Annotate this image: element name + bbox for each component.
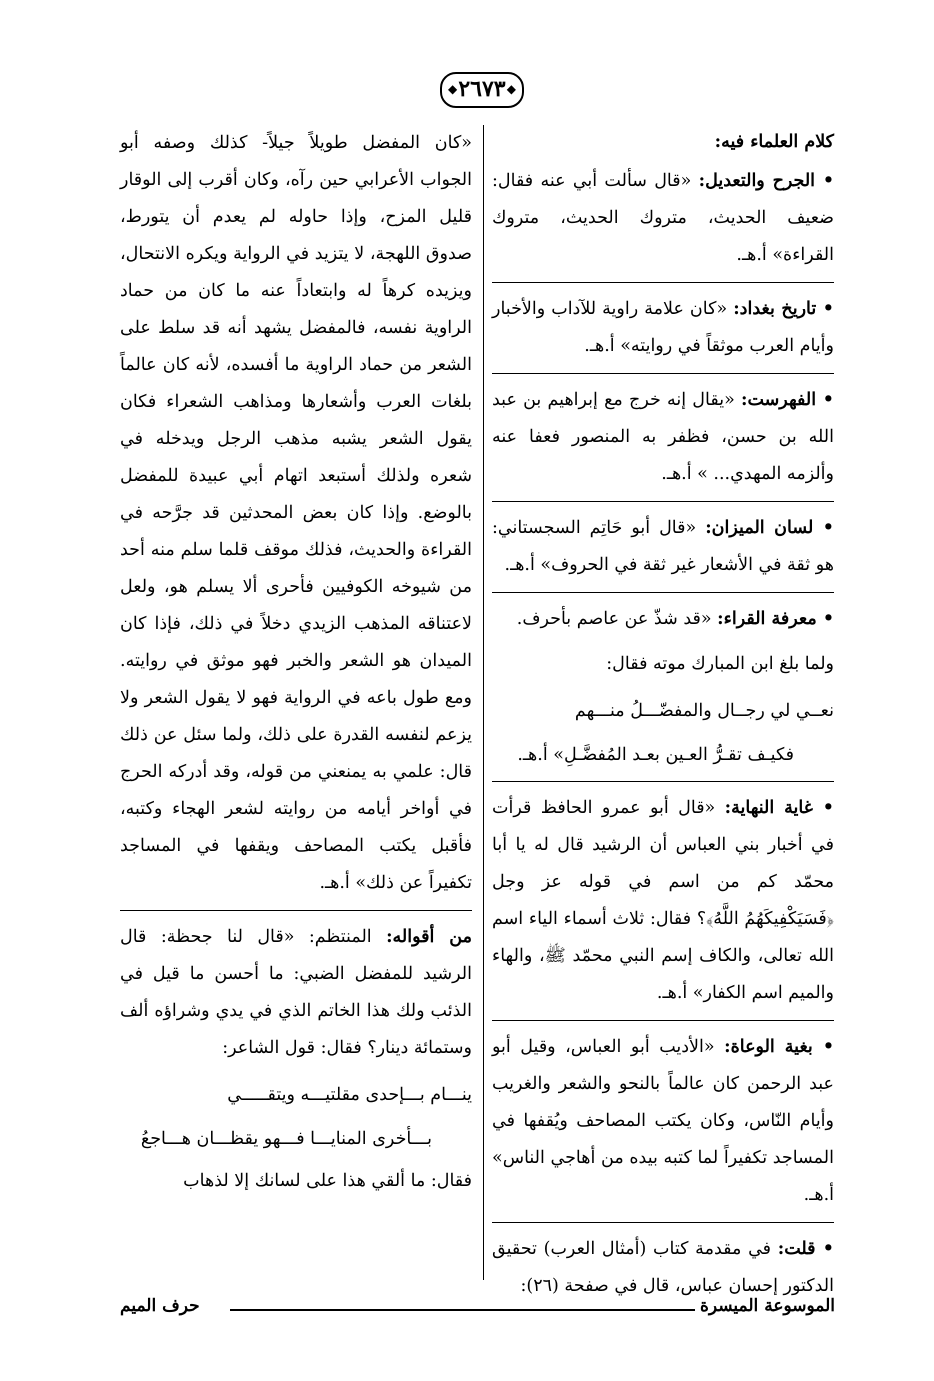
section-heading: كلام العلماء فيه: bbox=[714, 132, 834, 152]
entry-jarh bbox=[492, 163, 834, 274]
footer-title: الموسوعة الميسرة bbox=[699, 1296, 835, 1316]
entry-text: «قد شذّ عن عاصم بأحرف. bbox=[516, 609, 718, 629]
sayings-paragraph bbox=[120, 919, 472, 1067]
verse-line: فكيـف تقـرُّ العـين بعـد المُفضَّـلِ» أ.هـ. bbox=[517, 745, 794, 765]
entry-text: «قال أبو حَاتِم السجستاني: هو ثقة في الأشعار غير ثقة في الحروف» أ.هـ. bbox=[492, 518, 834, 575]
entry-label: • بغية الوعاة: bbox=[724, 1037, 835, 1057]
entry-text: «الأديب أبو العباس، وقيل أبو عبد الرحمن كان عالماً بالنحو والشعر والغريب وأيام النّاس، وكان يكتب المصاحف ويُقفها في المساجد تكفيراً لما كتبه بيده من أهاجي الناس» أ.هـ. bbox=[492, 1037, 834, 1205]
entry-text: «يقال إنه خرج مع إبراهيم بن عبد الله بن حسن، فظفر به المنصور فعفا عنه وألزمه المهدي... » أ.هـ. bbox=[492, 390, 834, 484]
sayings-label: من أقواله: bbox=[386, 927, 473, 947]
entry-lisan bbox=[492, 510, 834, 584]
separator bbox=[120, 910, 472, 911]
entry-label: • قلت: bbox=[777, 1239, 834, 1259]
separator bbox=[492, 592, 834, 593]
entry-label: • الفهرست: bbox=[741, 390, 834, 410]
entry-text: «قال أبو عمرو الحافظ قرأت في أخبار بني العباس أن الرشيد قال له يا أبا محمّد كم من اسم في قوله عز وجل ﴿فَسَيَكْفِيكَهُمُ اللَّهُ﴾؟ فقال: ثلاث أسماء الياء اسم الله تعالى، والكاف إسم النبي محمّد ﷺ، والهاء والميم اسم الكفار» أ.هـ. bbox=[492, 798, 834, 1003]
entry-ghaya bbox=[492, 790, 834, 1012]
left-column bbox=[120, 125, 472, 1208]
separator bbox=[492, 781, 834, 782]
page-number: ◆ ٢٦٧٣ ◆ bbox=[440, 72, 524, 108]
right-column bbox=[492, 125, 834, 1313]
separator bbox=[492, 282, 834, 283]
entry-fihrist bbox=[492, 382, 834, 493]
page-footer bbox=[120, 1296, 835, 1322]
entry-text: في مقدمة كتاب (أمثال العرب) تحقيق الدكتور إحسان عباس، قال في صفحة (٢٦): bbox=[492, 1239, 834, 1296]
separator bbox=[492, 501, 834, 502]
entry-bughya bbox=[492, 1029, 834, 1214]
entry-text: «كان علامة راوية للآداب والأخبار وأيام العرب موثقاً في روايته» أ.هـ. bbox=[492, 299, 834, 356]
closing-line: فقال: ما ألقي هذا على لسانك إلا لذهاب bbox=[183, 1171, 472, 1191]
entry-label: • لسان الميزان: bbox=[705, 518, 834, 538]
footer-section: حرف الميم bbox=[120, 1296, 200, 1316]
verse-line: نعــي لي رجــال والمفضّـــلُ منـــهم bbox=[574, 701, 834, 721]
separator bbox=[492, 1020, 834, 1021]
verse-line: بـــأخرى المنايـــا فـــهو يقظـــان هـــاجعُ bbox=[140, 1129, 432, 1149]
entry-marifa bbox=[492, 601, 834, 638]
separator bbox=[492, 373, 834, 374]
entry-label: • غاية النهاية: bbox=[724, 798, 834, 818]
separator bbox=[492, 1222, 834, 1223]
entry-label: • الجرح والتعديل: bbox=[698, 171, 835, 191]
entry-label: • معرفة القراء: bbox=[717, 609, 834, 629]
column-divider bbox=[483, 125, 484, 1280]
entry-label: • تاريخ بغداد: bbox=[733, 299, 834, 319]
verse-line: ينـــام بـــإحدى مقلتيـــه ويتقـــــي bbox=[227, 1085, 472, 1105]
quote-paragraph: «كان المفضل طويلاً جيلاً- كذلك وصفه أبو الجواب الأعرابي حين رآه، وكان أقرب إلى الوقار قليل المزح، وإذا حاوله لم يعدم أن يتورط، صدوق اللهجة، لا يتزيد في الرواية ويكره الانتحال، ويزيده كرهاً له وابتعاداً عنه ما كان من حماد الراوية نفسه، فالمفضل يشهد أنه قد سلط على الشعر من حماد الراوية ما أفسده، لأنه كان عالماً بلغات العرب وأشعارها ومذاهب الشعراء فكان يقول الشعر يشبه مذهب الرجل ويدخله في شعره ولذلك أستبعد اتهام أبي عبيدة للمفضل بالوضع. وإذا كان بعض المحدثين قد جرَّحه في القراءة والحديث، فذلك موقف قلما سلم منه أحد من شيوخه الكوفيين فأحرى ألا يسلم هو، ولعل لاعتناقه المذهب الزيدي دخلاً في ذلك، فإذا كان الميدان هو الشعر والخبر فهو موثق في روايته. ومع طول باعه في الرواية فهو لا يقول الشعر ولا يزعم لنفسه القدرة على ذلك، ولما سئل عن ذلك قال: علمي به يمنعني من قوله، وقد أدركه الحرج في أواخر أيامه من روايته لشعر الهجاء وكتبه، فأقبل يكتب المصاحف ويقفها في المساجد تكفيراً عن ذلك» أ.هـ. bbox=[120, 133, 472, 893]
footer-rule bbox=[230, 1309, 695, 1311]
entry-qultu bbox=[492, 1231, 834, 1305]
entry-tarikh-baghdad bbox=[492, 291, 834, 365]
sayings-text: المنتظم: «قال لنا جحظة: قال الرشيد للمفضل الضبي: ما أحسن ما قيل في الذئب ولك هذا الخاتم الذي في يدي وشراؤه ألف وستمائة دينار؟ فقال: قول الشاعر: bbox=[120, 927, 472, 1058]
entry-text: «قال سألت أبي عنه فقال: ضعيف الحديث، متروك الحديث، متروك القراءة» أ.هـ. bbox=[492, 171, 834, 265]
ibn-mubarak-intro: ولما بلغ ابن المبارك موته فقال: bbox=[606, 654, 834, 674]
